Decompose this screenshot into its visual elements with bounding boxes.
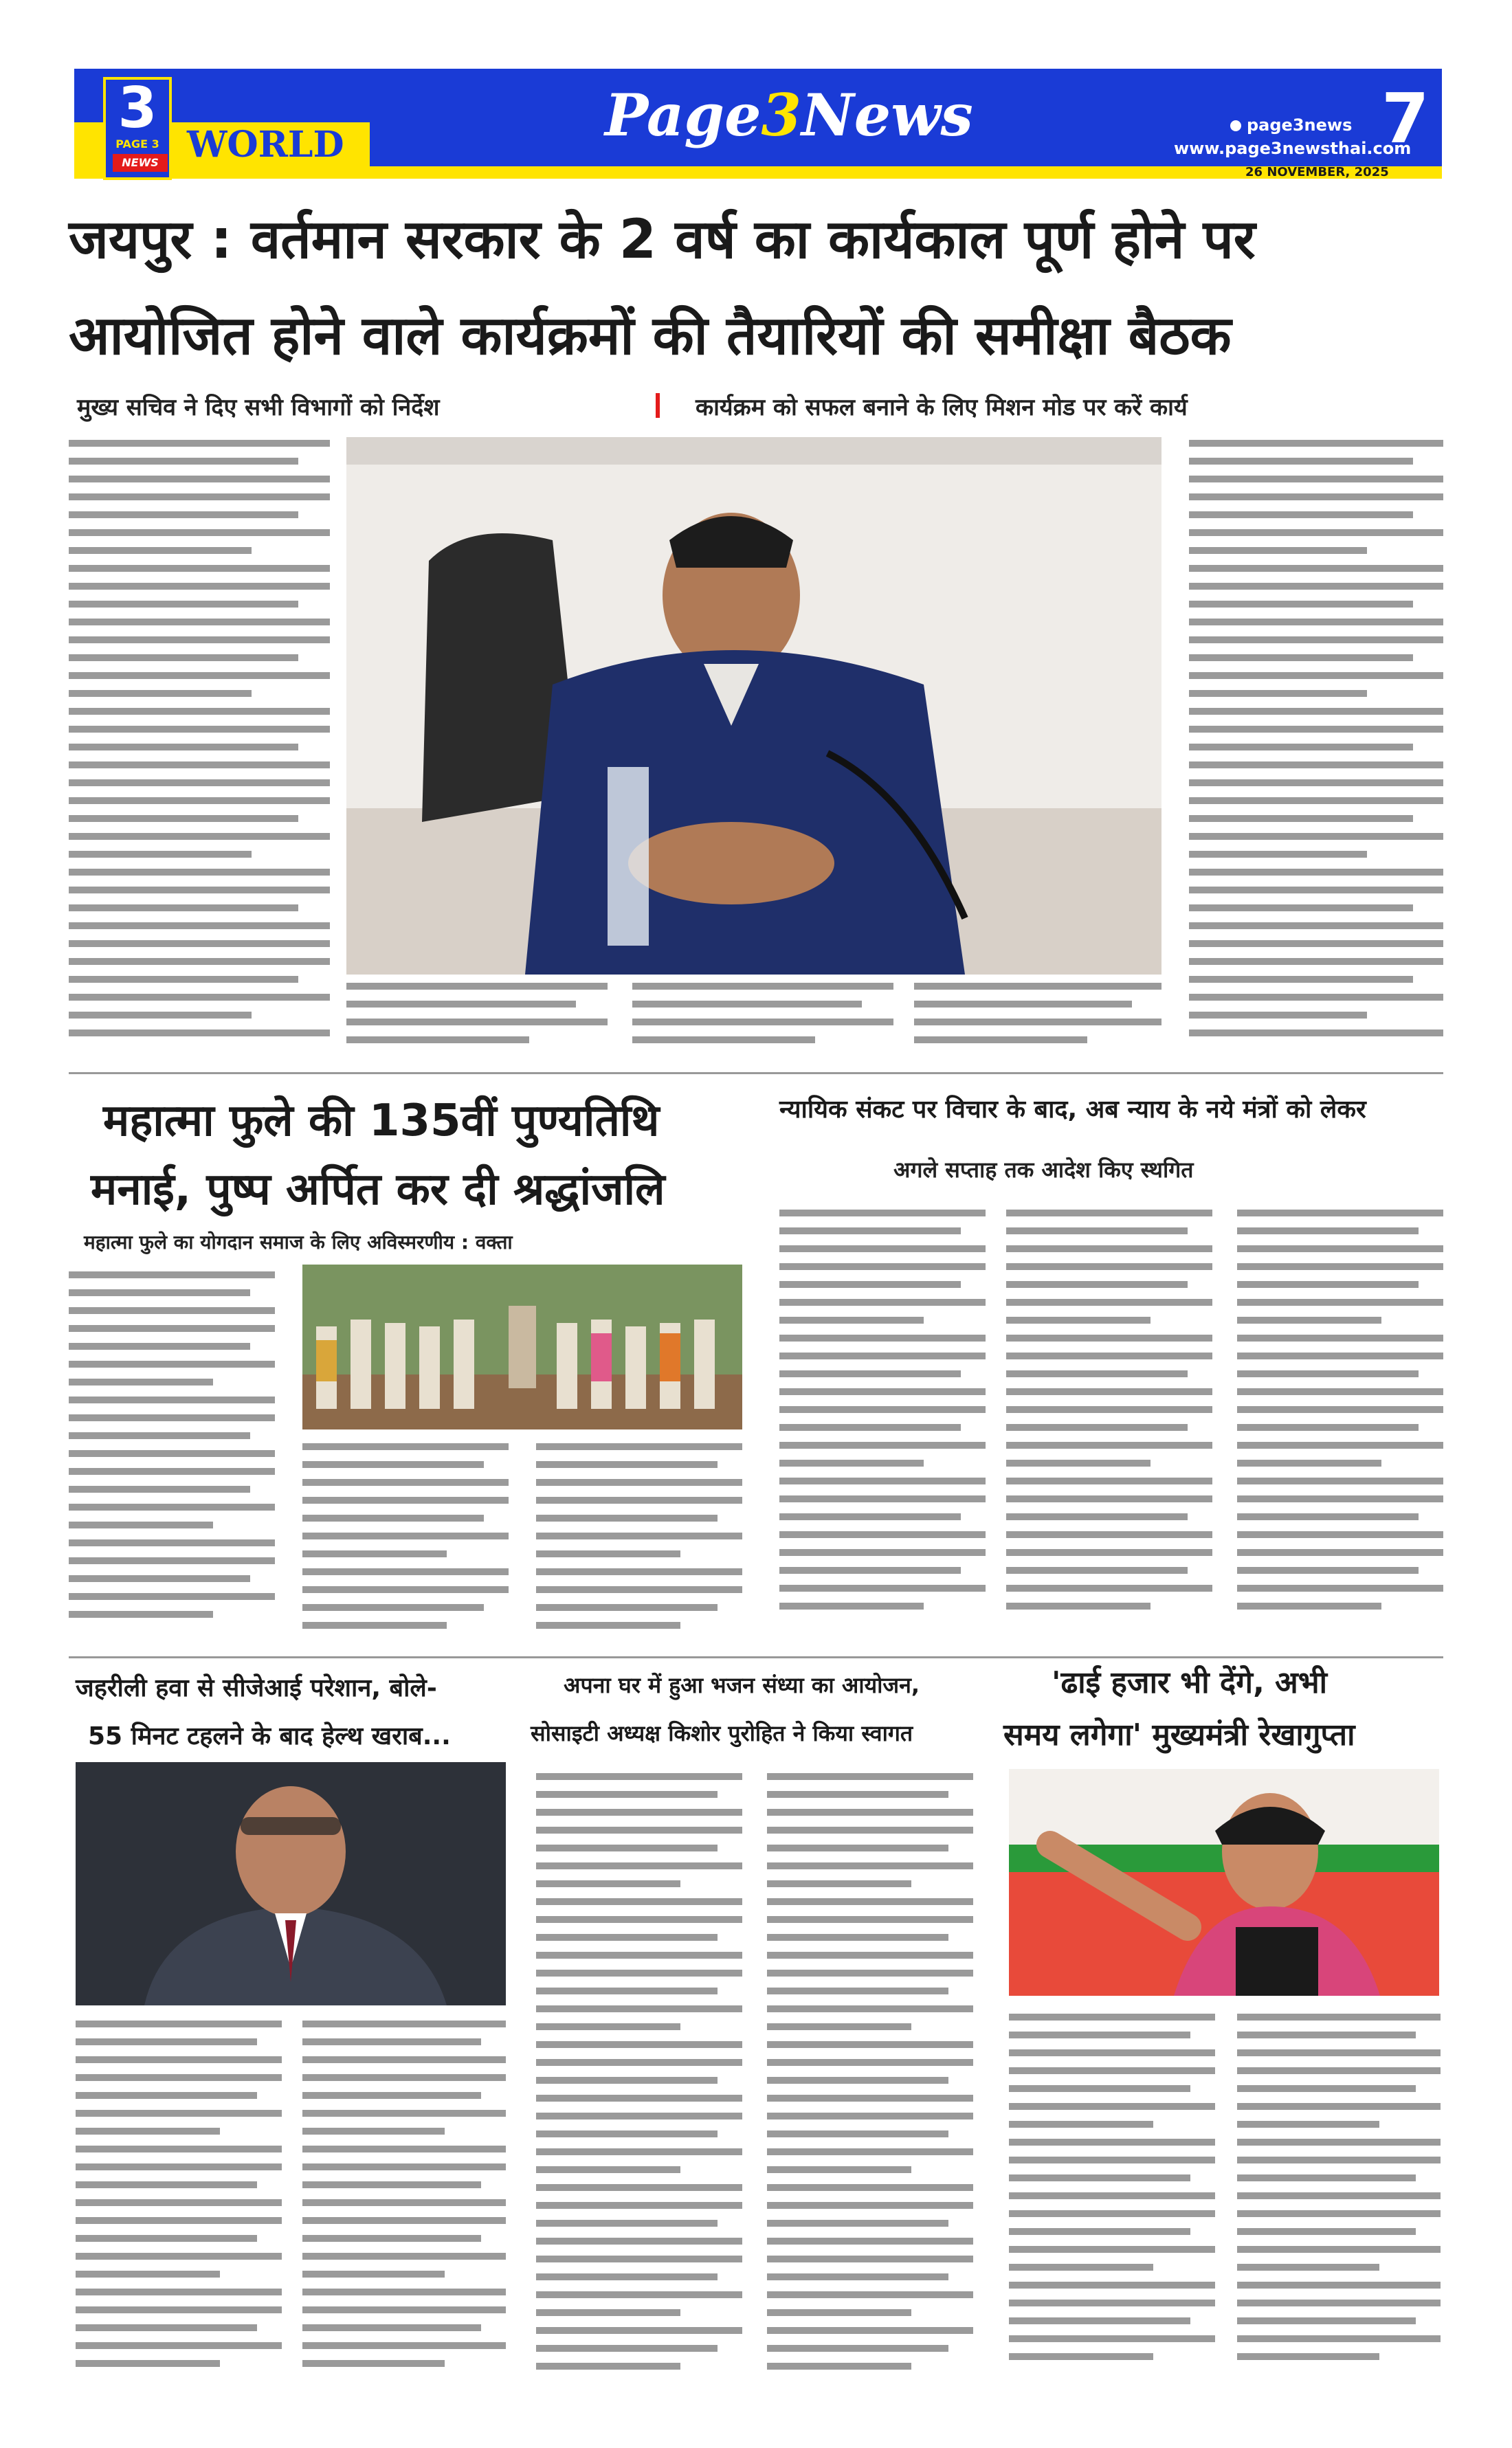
lead-column-right bbox=[1189, 440, 1443, 1058]
story3-headline: न्यायिक संकट पर विचार के बाद, अब न्याय के नये मंत्रों को लेकर bbox=[779, 1095, 1366, 1124]
lead-text-under-photo-1 bbox=[632, 983, 893, 1058]
story2-photo bbox=[302, 1265, 742, 1429]
story2-column-3 bbox=[536, 1443, 742, 1656]
official-at-meeting-image bbox=[346, 437, 1161, 975]
story2-sub: महात्मा फुले का योगदान समाज के लिए अविस्मरणीय : वक्ता bbox=[84, 1231, 513, 1254]
chief-minister-speech-image bbox=[1009, 1769, 1439, 1996]
story6-column-1 bbox=[1009, 2014, 1215, 2405]
story5-column-1 bbox=[536, 1773, 742, 2405]
masthead-page: Page bbox=[605, 81, 761, 149]
masthead-three: 3 bbox=[761, 81, 801, 149]
section-divider-2 bbox=[69, 1656, 1443, 1658]
story4-column-2 bbox=[302, 2021, 506, 2405]
story2-column-2 bbox=[302, 1443, 509, 1656]
story6-photo bbox=[1009, 1769, 1439, 1996]
cji-portrait-image bbox=[76, 1762, 506, 2005]
masthead-news: News bbox=[801, 81, 973, 149]
story4-headline-line2: 55 मिनट टहलने के बाद हेल्थ खराब... bbox=[88, 1722, 451, 1750]
social-handle-text: page3news bbox=[1247, 115, 1353, 135]
lead-column-left bbox=[69, 440, 330, 1058]
page3-logo bbox=[103, 77, 172, 180]
logo-text: PAGE 3 bbox=[115, 137, 159, 151]
logo-news-badge: NEWS bbox=[113, 154, 168, 172]
story6-headline-line1: 'ढाई हजार भी देंगे, अभी bbox=[1052, 1665, 1328, 1700]
social-handle bbox=[1230, 115, 1352, 135]
story3-column-1 bbox=[779, 1210, 986, 1649]
story6-headline-line2: समय लगेगा' मुख्यमंत्री रेखागुप्ता bbox=[1003, 1717, 1355, 1752]
story3-column-3 bbox=[1237, 1210, 1443, 1649]
masthead-title bbox=[605, 81, 973, 149]
page-number: 7 bbox=[1381, 78, 1430, 159]
story5-column-2 bbox=[767, 1773, 973, 2405]
story2-column-1 bbox=[69, 1271, 275, 1656]
lead-headline-line1: जयपुर : वर्तमान सरकार के 2 वर्ष का कार्यकाल पूर्ण होने पर bbox=[69, 209, 1256, 271]
story3-column-2 bbox=[1006, 1210, 1212, 1649]
lead-caption-block bbox=[346, 983, 608, 1058]
story3-sub: अगले सप्ताह तक आदेश किए स्थगित bbox=[893, 1157, 1194, 1183]
story2-headline-line1: महात्मा फुले की 135वीं पुण्यतिथि bbox=[103, 1095, 660, 1146]
lead-headline-line2: आयोजित होने वाले कार्यक्रमों की तैयारियों की समीक्षा बैठक bbox=[69, 305, 1232, 367]
section-divider-1 bbox=[69, 1072, 1443, 1074]
website-url: www.page3newsthai.com bbox=[1174, 139, 1412, 158]
sub-separator bbox=[656, 393, 660, 418]
story4-headline-line1: जहरीली हवा से सीजेआई परेशान, बोले- bbox=[76, 1674, 437, 1702]
story6-column-2 bbox=[1237, 2014, 1441, 2405]
tribute-gathering-image bbox=[302, 1265, 742, 1429]
lead-photo bbox=[346, 437, 1161, 975]
section-label: WORLD bbox=[187, 124, 344, 166]
issue-date: 26 NOVEMBER, 2025 bbox=[1245, 165, 1389, 179]
story5-headline-line1: अपना घर में हुआ भजन संध्या का आयोजन, bbox=[564, 1672, 920, 1698]
story4-photo bbox=[76, 1762, 506, 2005]
logo-number: 3 bbox=[118, 76, 157, 141]
lead-sub-left: मुख्य सचिव ने दिए सभी विभागों को निर्देश bbox=[77, 394, 440, 421]
lead-sub-right: कार्यक्रम को सफल बनाने के लिए मिशन मोड पर करें कार्य bbox=[696, 394, 1188, 421]
story5-headline-line2: सोसाइटी अध्यक्ष किशोर पुरोहित ने किया स्वागत bbox=[531, 1720, 913, 1746]
story2-headline-line2: मनाई, पुष्प अर्पित कर दी श्रद्धांजलि bbox=[91, 1164, 665, 1215]
lead-text-under-photo-2 bbox=[914, 983, 1161, 1058]
social-icon bbox=[1230, 120, 1241, 131]
story4-column-1 bbox=[76, 2021, 282, 2405]
masthead-stripe bbox=[74, 166, 1442, 179]
